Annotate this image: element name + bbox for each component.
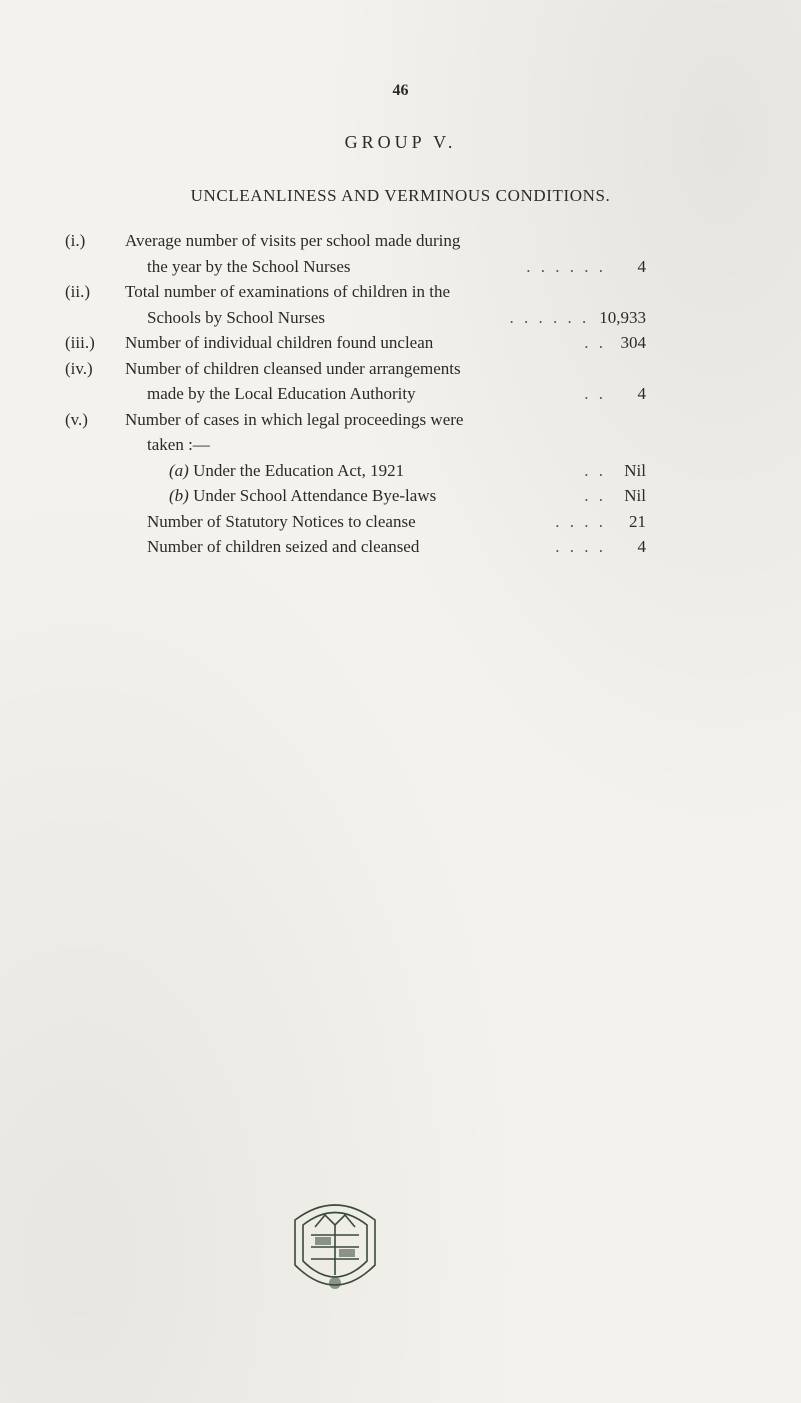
item-value: 21 xyxy=(629,511,646,531)
item-number: (v.) xyxy=(65,409,88,429)
item-text: made by the Local Education Authority xyxy=(147,384,416,403)
sub-item-a xyxy=(125,458,646,484)
leader-dots: . . xyxy=(584,486,606,505)
leader-dots: . . xyxy=(584,333,606,352)
leader-dots: . . . . xyxy=(555,511,606,531)
item-line xyxy=(125,279,646,305)
list-item xyxy=(60,330,646,356)
item-line xyxy=(125,407,646,433)
item-text: Number of children cleansed under arrangements xyxy=(125,358,461,378)
item-body xyxy=(125,279,646,330)
list-item xyxy=(60,228,646,279)
page-number: 46 xyxy=(392,82,409,99)
item-value: 304 xyxy=(620,333,646,352)
sub-item-text xyxy=(169,458,404,484)
item-body xyxy=(125,330,646,356)
sub-item-label: (b) xyxy=(169,486,189,505)
item-body xyxy=(125,356,646,407)
item-line xyxy=(125,305,646,331)
list-item xyxy=(60,279,646,330)
section-title: UNCLEANLINESS AND VERMINOUS CONDITIONS. xyxy=(190,186,611,205)
item-text: Number of individual children found unclean xyxy=(125,333,434,352)
sub-item-text xyxy=(169,483,436,509)
item-line xyxy=(125,432,646,458)
leader-dots: . . . . . . xyxy=(509,307,590,327)
item-line xyxy=(125,356,646,382)
leader-dots: . . xyxy=(584,384,606,403)
item-body xyxy=(125,228,646,279)
sub-item-description: Under the Education Act, 1921 xyxy=(193,460,405,480)
item-value: 4 xyxy=(637,384,646,403)
item-number: (iv.) xyxy=(65,358,93,378)
item-line xyxy=(125,330,646,356)
item-text: Number of cases in which legal proceedings were xyxy=(125,409,464,429)
list-item xyxy=(60,407,646,560)
item-value: 4 xyxy=(637,537,646,556)
list-item xyxy=(60,356,646,407)
statistics-list xyxy=(60,228,646,560)
item-value: 4 xyxy=(637,256,646,276)
sub-item-description: Under School Attendance Bye-laws xyxy=(193,486,437,505)
item-value: 10,933 xyxy=(599,307,646,327)
item-text: Average number of visits per school made during xyxy=(125,231,461,250)
leader-dots: . . . . . . xyxy=(526,256,606,276)
children-seized-line xyxy=(125,534,646,560)
item-line xyxy=(125,228,646,254)
item-text: Total number of examinations of children in the xyxy=(125,282,451,301)
item-text: taken :— xyxy=(147,435,210,454)
item-value: Nil xyxy=(624,486,646,505)
item-text: Schools by School Nurses xyxy=(147,307,326,327)
item-number: (ii.) xyxy=(65,282,91,301)
item-body xyxy=(125,407,646,560)
item-text: Number of children seized and cleansed xyxy=(147,537,420,556)
item-line xyxy=(125,254,646,280)
item-number: (iii.) xyxy=(65,333,95,352)
sub-item-label: (a) xyxy=(169,460,189,480)
item-line xyxy=(125,381,646,407)
group-title: GROUP V. xyxy=(344,132,457,152)
sub-item-b xyxy=(125,483,646,509)
item-text: Number of Statutory Notices to cleanse xyxy=(147,511,416,531)
item-number: (i.) xyxy=(65,231,86,250)
leader-dots: . . . . xyxy=(555,537,606,556)
item-text: the year by the School Nurses xyxy=(147,256,351,276)
item-value: Nil xyxy=(624,460,646,480)
library-seal-stamp xyxy=(285,1195,385,1305)
statutory-notices-line xyxy=(125,509,646,535)
leader-dots: . . xyxy=(584,460,606,480)
